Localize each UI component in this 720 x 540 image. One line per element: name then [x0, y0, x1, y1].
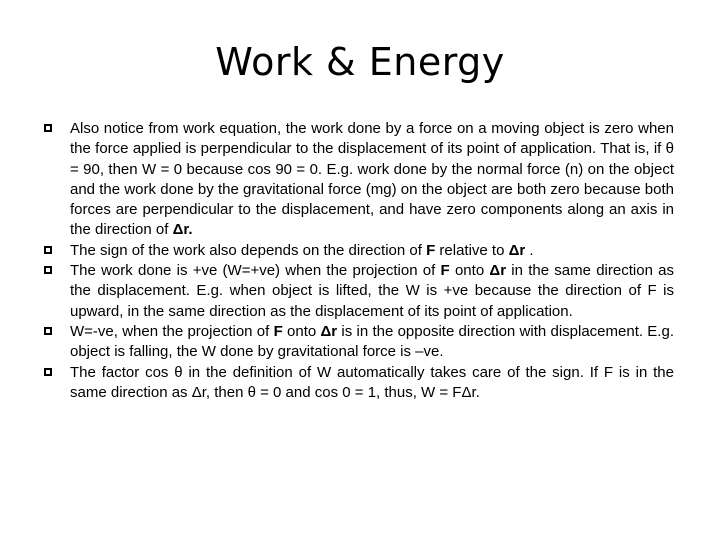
- bullet-text: is in the opposite direction with displacement. E.g. object is falling, the W done by gravitational force is –ve.: [70, 322, 674, 361]
- bullet-square-icon: [44, 327, 52, 335]
- bullet-item: [44, 119, 674, 241]
- bullet-bold-term: Δr: [172, 221, 189, 239]
- bullet-list: [44, 119, 674, 403]
- bullet-square-icon: [44, 368, 52, 376]
- bullet-text: relative to: [435, 241, 509, 259]
- bullet-text: W=-ve, when the projection of: [70, 322, 274, 340]
- bullet-text: The work done is +ve (W=+ve) when the projection of: [70, 262, 441, 280]
- bullet-text: .: [188, 221, 193, 239]
- bullet-text: Also notice from work equation, the work done by a force on a moving object is zero when the force applied is perpendicular to the displacement of its point of application. That is, if θ = 90, then W = 0 because cos 90 = 0. E.g. work done by the normal force (n) on the object and the work done by the gravitational force (mg) on the object are both zero because both forces are perpendicular to the displacement, and have zero components along an axis in the direction of: [70, 120, 674, 239]
- bullet-bold-term: Δr: [489, 262, 507, 280]
- bullet-square-icon: [44, 246, 52, 254]
- bullet-square-icon: [44, 124, 52, 132]
- bullet-bold-term: Δr: [320, 322, 338, 340]
- bullet-bold-term: F: [440, 262, 450, 280]
- bullet-item: [44, 363, 674, 404]
- bullet-text: onto: [282, 322, 321, 340]
- slide-title: Work & Energy: [215, 40, 505, 84]
- bullet-item: [44, 261, 674, 322]
- bullet-text: The factor cos θ in the definition of W automatically takes care of the sign. If F is in the same direction as Δr, then θ = 0 and cos 0 = 1, thus, W = FΔr.: [70, 363, 674, 401]
- bullet-text: The sign of the work also depends on the direction of: [70, 241, 427, 259]
- bullet-item: [44, 241, 674, 261]
- bullet-text: .: [525, 241, 534, 259]
- bullet-item: [44, 322, 674, 363]
- bullet-bold-term: F: [426, 241, 436, 259]
- bullet-bold-term: F: [273, 322, 283, 340]
- bullet-text: in the same direction as the displacement. E.g. when object is lifted, the W is +ve because the direction of F is upward, in the same direction as the displacement of its point of application.: [70, 262, 675, 320]
- bullet-square-icon: [44, 266, 52, 274]
- bullet-bold-term: Δr: [508, 241, 526, 259]
- bullet-text: onto: [449, 262, 490, 280]
